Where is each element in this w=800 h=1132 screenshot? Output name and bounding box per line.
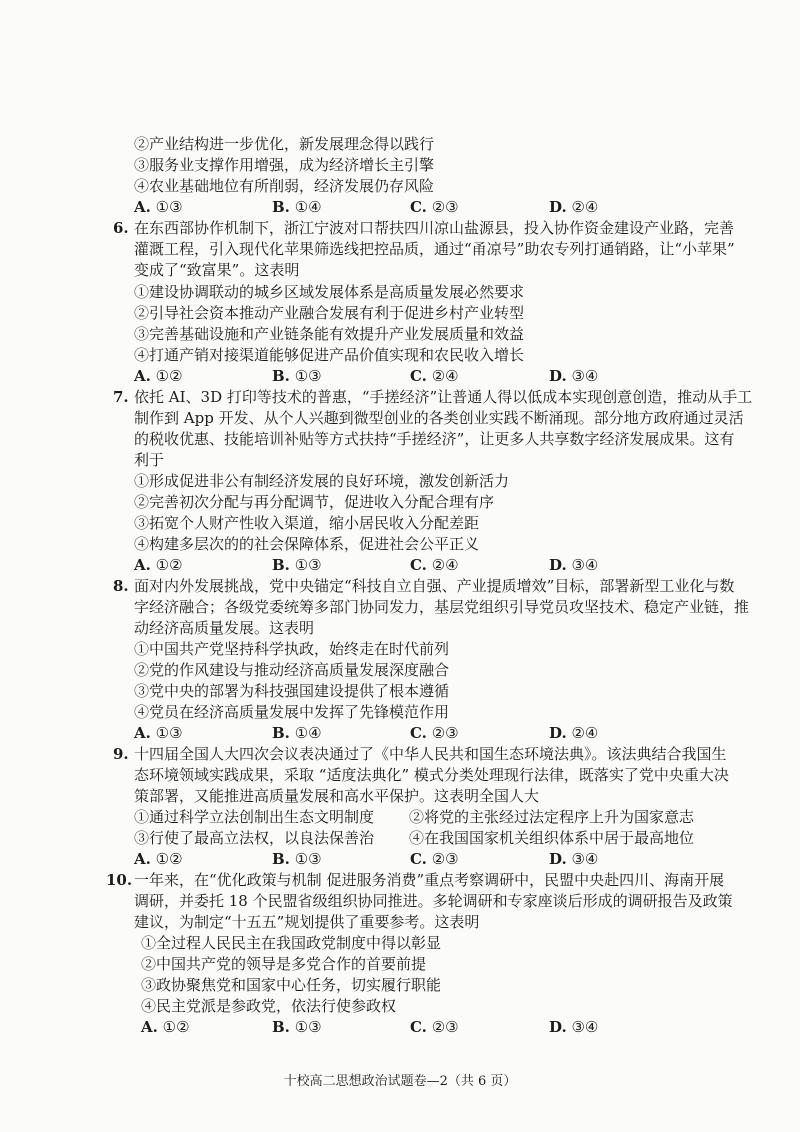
q9-statement-1: ①通过科学立法创制出生态文明制度 — [134, 808, 375, 826]
q9-stem-line: 态环境领域实践成果，采取 “适度法典化” 模式分类处理现行法律，既落实了党中央重大决 — [134, 766, 729, 784]
q7-statement-3: ③拓宽个人财产性收入渠道，缩小居民收入分配差距 — [134, 514, 480, 532]
q8-statement-1: ①中国共产党坚持科学执政，始终走在时代前列 — [134, 640, 450, 658]
q7-choice-c: C. ②④ — [410, 556, 459, 574]
q8-choice-b: B. ①④ — [272, 724, 322, 742]
q7-stem-line: 的税收优惠、技能培训补贴等方式扶持“手搓经济”，让更多人共享数字经济发展成果。这有 — [134, 430, 735, 448]
q10-statement-3: ③政协聚焦党和国家中心任务，切实履行职能 — [141, 976, 442, 994]
question-number-10: 10. — [106, 871, 133, 889]
q10-statement-2: ②中国共产党的领导是多党合作的首要前提 — [141, 955, 427, 973]
q7-stem-line: 利于 — [134, 451, 165, 469]
q10-choice-d: D. ③④ — [549, 1018, 599, 1036]
q9-statement-2: ②将党的主张经过法定程序上升为国家意志 — [409, 808, 695, 826]
q10-choice-b: B. ①③ — [272, 1018, 322, 1036]
q9-choice-b: B. ①③ — [272, 850, 322, 868]
q7-statement-1: ①形成促进非公有制经济发展的良好环境，激发创新活力 — [134, 472, 510, 490]
q7-statement-2: ②完善初次分配与再分配调节，促进收入分配合理有序 — [134, 493, 495, 511]
q9-choice-a: A. ①② — [134, 850, 183, 868]
q6-stem-line: 变成了“致富果”。这表明 — [134, 261, 300, 279]
q9-choice-d: D. ③④ — [549, 850, 599, 868]
q6-statement-4: ④打通产销对接渠道能够促进产品价值实现和农民收入增长 — [134, 346, 525, 364]
q6-stem-line: 灌溉工程，引入现代化苹果筛选线把控品质，通过“甬凉号”助农专列打通销路，让“小苹果” — [134, 240, 735, 258]
q9-stem-line: 策部署，又能推进高质量发展和高水平保护。这表明全国人大 — [134, 787, 540, 805]
q6-statement-1: ①建设协调联动的城乡区域发展体系是高质量发展必然要求 — [134, 283, 525, 301]
q6-choice-a: A. ①② — [134, 367, 183, 385]
q10-statement-4: ④民主党派是参政党，依法行使参政权 — [141, 997, 397, 1015]
q10-stem-line: 建议，为制定“十五五”规划提供了重要参考。这表明 — [134, 913, 480, 931]
q7-choice-d: D. ③④ — [549, 556, 599, 574]
q6-choice-c: C. ②④ — [410, 367, 459, 385]
q9-statement-4: ④在我国国家机关组织体系中居于最高地位 — [409, 829, 695, 847]
q10-stem-line: 一年来，在“优化政策与机制 促进服务消费”重点考察调研中，民盟中央赴四川、海南开展 — [134, 871, 725, 889]
q6-choice-b: B. ①③ — [272, 367, 322, 385]
q7-stem-line: 制作到 App 开发、从个人兴趣到微型创业的各类创业实践不断涌现。部分地方政府通过灵活 — [134, 409, 744, 427]
q8-statement-2: ②党的作风建设与推动经济高质量发展深度融合 — [134, 661, 450, 679]
q9-stem-line: 十四届全国人大四次会议表决通过了《中华人民共和国生态环境法典》。该法典结合我国生 — [134, 745, 727, 763]
q7-stem-line: 依托 AI、3D 打印等技术的普惠，“手搓经济”让普通人得以低成本实现创意创造，推动从手工 — [134, 388, 753, 406]
q7-statement-4: ④构建多层次的的社会保障体系，促进社会公平正义 — [134, 535, 480, 553]
q8-stem-line: 字经济融合；各级党委统筹多部门协同发力，基层党组织引导党员攻坚技术、稳定产业链，推 — [134, 598, 750, 616]
q7-choice-b: B. ①③ — [272, 556, 322, 574]
q10-stem-line: 调研，并委托 18 个民盟省级组织协同推进。多轮调研和专家座谈后形成的调研报告及政策 — [134, 892, 733, 910]
question-number-6: 6. — [113, 219, 129, 237]
question-number-7: 7. — [113, 388, 129, 406]
q5-choice-c: C. ②③ — [410, 198, 459, 216]
q6-statement-3: ③完善基础设施和产业链条能有效提升产业发展质量和效益 — [134, 325, 525, 343]
question-number-8: 8. — [113, 577, 129, 595]
q8-statement-4: ④党员在经济高质量发展中发挥了先锋模范作用 — [134, 703, 450, 721]
q9-choice-c: C. ②③ — [410, 850, 459, 868]
q10-statement-1: ①全过程人民民主在我国政党制度中得以彰显 — [141, 934, 442, 952]
q5-statement-4: ④农业基础地位有所削弱，经济发展仍存风险 — [134, 177, 435, 195]
q5-choice-b: B. ①④ — [272, 198, 322, 216]
q8-stem-line: 面对内外发展挑战，党中央锚定“科技自立自强、产业提质增效”目标，部署新型工业化与数 — [134, 577, 735, 595]
q6-statement-2: ②引导社会资本推动产业融合发展有利于促进乡村产业转型 — [134, 304, 525, 322]
q8-choice-d: D. ②④ — [549, 724, 599, 742]
q5-choice-a: A. ①③ — [134, 198, 183, 216]
q5-choice-d: D. ②④ — [549, 198, 599, 216]
q5-statement-3: ③服务业支撑作用增强，成为经济增长主引擎 — [134, 156, 435, 174]
q7-choice-a: A. ①② — [134, 556, 183, 574]
page-footer: 十校高二思想政治试题卷—2（共 6 页） — [283, 1074, 517, 1089]
question-number-9: 9. — [113, 745, 129, 763]
q5-statement-2: ②产业结构进一步优化，新发展理念得以践行 — [134, 135, 435, 153]
q10-choice-a: A. ①② — [141, 1018, 190, 1036]
q9-statement-3: ③行使了最高立法权，以良法保善治 — [134, 829, 375, 847]
q8-stem-line: 动经济高质量发展。这表明 — [134, 619, 315, 637]
q8-choice-c: C. ②③ — [410, 724, 459, 742]
q8-statement-3: ③党中央的部署为科技强国建设提供了根本遵循 — [134, 682, 450, 700]
q8-choice-a: A. ①③ — [134, 724, 183, 742]
q10-choice-c: C. ②③ — [410, 1018, 459, 1036]
q6-stem-line: 在东西部协作机制下，浙江宁波对口帮扶四川凉山盐源县，投入协作资金建设产业路，完善 — [134, 219, 735, 237]
q6-choice-d: D. ③④ — [549, 367, 599, 385]
